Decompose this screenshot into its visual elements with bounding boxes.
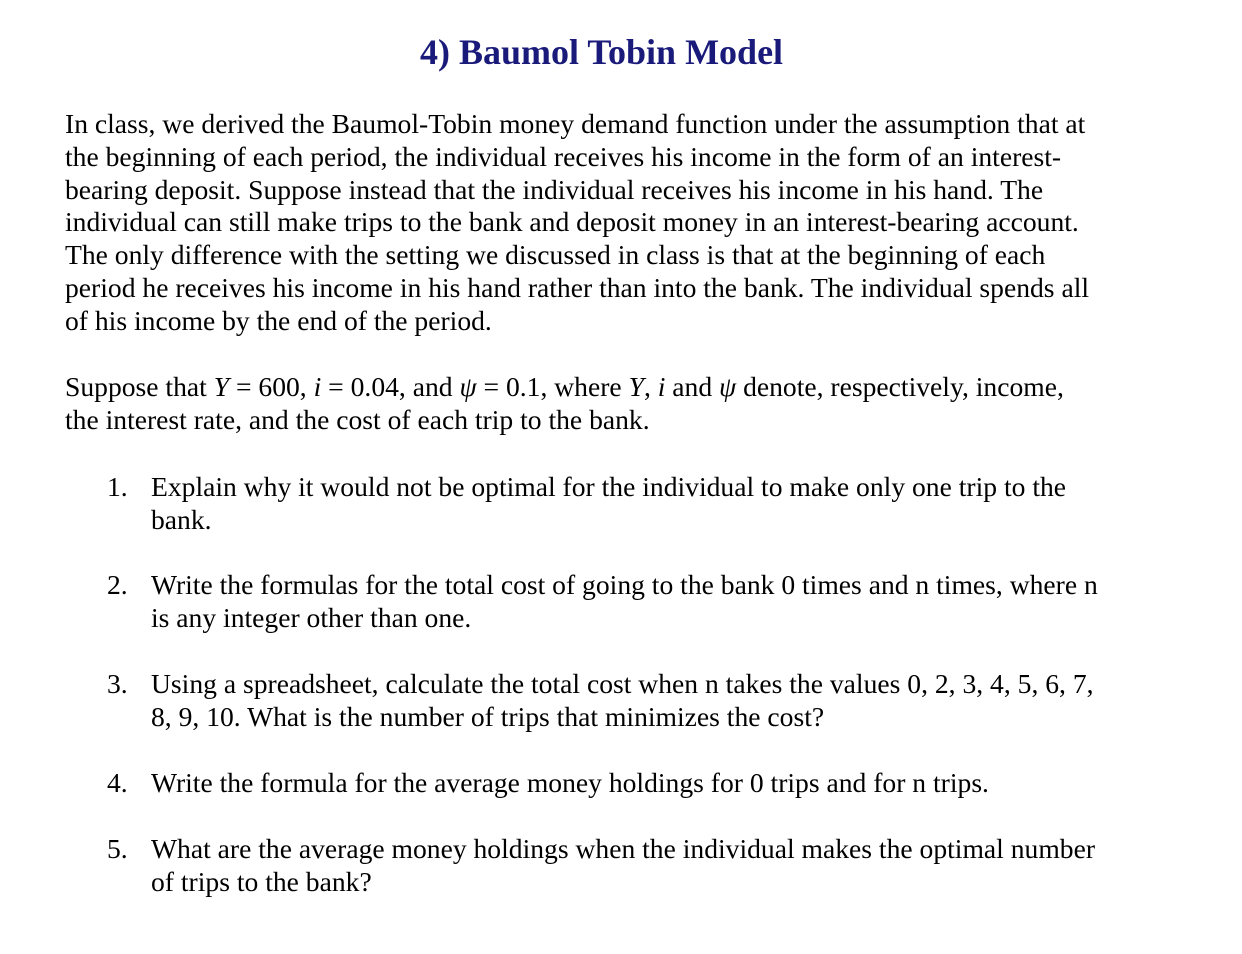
assumptions-text: and [665,371,720,402]
assumptions-line [65,371,1165,404]
income-symbol: Y [213,371,230,402]
interest-symbol: i [657,371,666,402]
question-text [151,767,989,800]
assumptions-text: = 0.1, where [476,371,629,402]
intro-line: In class, we derived the Baumol-Tobin money demand function under the assumption that at [65,108,1086,139]
assumptions-text: = 600, [229,371,314,402]
question-text [151,833,1095,899]
question-number: 2. [107,569,128,600]
question-line: of trips to the bank? [151,865,372,897]
interest-symbol: i [313,371,322,402]
intro-paragraph [65,108,1165,338]
question-number: 5. [107,833,128,864]
intro-line: bearing deposit. Suppose instead that the individual receives his income in his hand. The [65,173,1044,205]
intro-line: The only difference with the setting we discussed in class is that at the beginning of each [65,239,1046,271]
intro-line: of his income by the end of the period. [65,304,492,336]
trip-cost-symbol: ψ [719,371,737,402]
question-line: bank. [151,503,212,535]
assumptions-line: the interest rate, and the cost of each trip to the bank. [65,403,650,435]
assumptions-paragraph [65,371,1165,437]
question-number: 1. [107,471,128,502]
assumptions-text: = 0.04, and [321,371,460,402]
trip-cost-symbol: ψ [459,371,477,402]
question-line: Write the formula for the average money holdings for 0 trips and for n trips. [151,767,989,798]
question-line: What are the average money holdings when the individual makes the optimal number [151,833,1096,864]
intro-line: period he receives his income in his hand rather than into the bank. The individual spends all [65,271,1090,303]
intro-line: individual can still make trips to the bank and deposit money in an interest-bearing account. [65,206,1079,238]
question-line: Explain why it would not be optimal for the individual to make only one trip to the [151,471,1067,502]
question-number: 4. [107,767,128,798]
question-line: Write the formulas for the total cost of going to the bank 0 times and n times, where n [151,569,1098,600]
question-line: is any integer other than one. [151,601,472,633]
assumptions-text: Suppose that [65,371,214,402]
assumptions-text: denote, respectively, income, [736,371,1064,402]
page-title: 4) Baumol Tobin Model [419,32,784,72]
question-text [151,569,1098,635]
question-line: Using a spreadsheet, calculate the total cost when n takes the values 0, 2, 3, 4, 5, 6, 7, [151,668,1094,699]
intro-line: the beginning of each period, the individual receives his income in the form of an interest- [65,140,1062,172]
question-text [151,471,1066,537]
question-number: 3. [107,668,128,699]
assumptions-text: , [643,371,658,402]
question-text [151,668,1094,734]
income-symbol: Y [628,371,644,402]
question-line: 8, 9, 10. What is the number of trips that minimizes the cost? [151,700,825,732]
